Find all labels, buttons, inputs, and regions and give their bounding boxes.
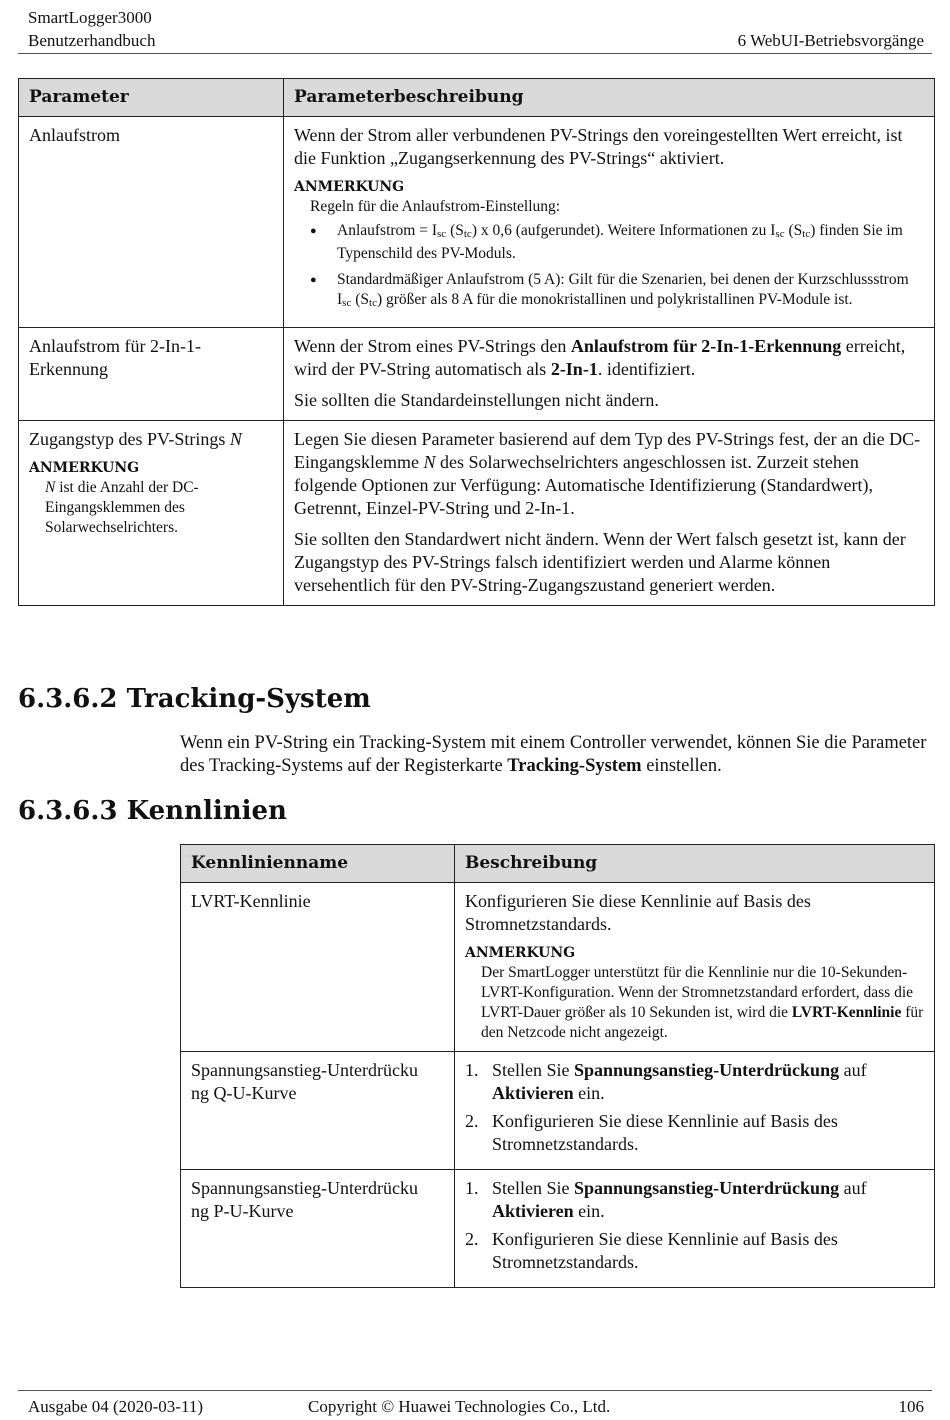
list-item: ● Anlaufstrom = $I_{sc}$ $(S_{tc})$ x 0,6 (aufgerundet). Weitere Informationen zu $I_{sc}$ $(S_{tc})$ finden Sie im Typenschild des PV-Moduls. xyxy=(310,221,924,264)
step-list xyxy=(465,1177,924,1274)
copyright-notice: Copyright © Huawei Technologies Co., Ltd. xyxy=(308,1397,611,1416)
description-text: Wenn der Strom eines PV-Strings den Anlaufstrom für 2-In-1-Erkennung erreicht, wird der PV-String automatisch als 2-In-1. identifiziert. xyxy=(294,336,906,379)
column-header-description: Beschreibung xyxy=(455,845,935,883)
note-label: ANMERKUNG xyxy=(465,945,576,961)
table-row xyxy=(19,328,935,421)
curve-description-cell xyxy=(455,1170,935,1288)
section-body-tracking-system: Wenn ein PV-String ein Tracking-System mit einem Controller verwendet, können Sie die Parameter des Tracking-Systems auf der Registerkarte Tracking-System einstellen. xyxy=(180,733,927,776)
curve-name-cell xyxy=(181,883,455,1052)
description-text: Sie sollten die Standardeinstellungen nicht ändern. xyxy=(294,390,659,410)
note-bullet-list xyxy=(294,221,924,313)
note-label: ANMERKUNG xyxy=(29,460,140,476)
section-heading-kennlinien: 6.3.6.3 Kennlinien xyxy=(18,796,287,826)
product-name: SmartLogger3000 xyxy=(28,8,152,27)
description-text: Wenn der Strom aller verbundenen PV-Strings den voreingestellten Wert erreicht, ist die Funktion „Zugangserkennung des PV-Strings“ aktiviert. xyxy=(294,125,903,168)
parameter-description-cell xyxy=(284,328,935,421)
curve-name: LVRT-Kennlinie xyxy=(191,891,311,911)
curve-name: Spannungsanstieg-Unterdrücku ng P-U-Kurve xyxy=(191,1178,418,1221)
parameter-description-cell xyxy=(284,117,935,328)
edition-info: Ausgabe 04 (2020-03-11) xyxy=(28,1397,203,1416)
list-item: 2. Konfigurieren Sie diese Kennlinie auf Basis des Stromnetzstandards. xyxy=(465,1229,838,1272)
page-header-left xyxy=(28,6,155,52)
curve-name-cell xyxy=(181,1052,455,1170)
curve-description-cell xyxy=(455,1052,935,1170)
list-item: ● Standardmäßiger Anlaufstrom (5 A): Gilt für die Szenarien, bei denen der Kurzschlussstrom $I_{sc}$ $(S_{tc})$ größer als 8 A für die monokristallinen und polykristallinen PV-Module ist. xyxy=(310,270,924,313)
table-row xyxy=(181,1170,935,1288)
parameter-name-cell xyxy=(19,117,284,328)
table-header-row xyxy=(19,79,935,117)
curve-description-cell xyxy=(455,883,935,1052)
curves-table xyxy=(180,844,935,1288)
table-header-row xyxy=(181,845,935,883)
description-text: Konfigurieren Sie diese Kennlinie auf Basis des Stromnetzstandards. xyxy=(465,891,811,934)
table-row xyxy=(19,117,935,328)
parameter-description-cell xyxy=(284,421,935,606)
list-item: 2. Konfigurieren Sie diese Kennlinie auf Basis des Stromnetzstandards. xyxy=(465,1111,838,1154)
header-divider xyxy=(18,53,932,54)
table-row xyxy=(181,1052,935,1170)
parameter-table xyxy=(18,78,935,606)
description-text: Sie sollten den Standardwert nicht ändern. Wenn der Wert falsch gesetzt ist, kann der Zugangstyp des PV-Strings falsch identifiziert werden und Alarme können versehentlich für den PV-String-Zugangszustand generiert werden. xyxy=(294,529,906,595)
section-heading-tracking-system: 6.3.6.2 Tracking-System xyxy=(18,684,371,714)
parameter-name-cell xyxy=(19,328,284,421)
page-number: 106 xyxy=(898,1397,924,1416)
document-type: Benutzerhandbuch xyxy=(28,31,156,50)
note-text: N ist die Anzahl der DC-Eingangsklemmen des Solarwechselrichters. xyxy=(45,479,199,536)
footer-divider xyxy=(18,1390,932,1391)
list-item: 1. Stellen Sie Spannungsanstieg-Unterdrückung auf Aktivieren ein. xyxy=(465,1178,867,1221)
parameter-name: Anlaufstrom xyxy=(29,125,120,145)
column-header-parameter: Parameter xyxy=(19,79,284,117)
list-item: 1. Stellen Sie Spannungsanstieg-Unterdrückung auf Aktivieren ein. xyxy=(465,1060,867,1103)
step-list xyxy=(465,1059,924,1156)
note-label: ANMERKUNG xyxy=(294,179,405,195)
parameter-name-cell xyxy=(19,421,284,606)
parameter-name: Zugangstyp des PV-Strings N xyxy=(29,429,242,449)
parameter-name: Anlaufstrom für 2-In-1-Erkennung xyxy=(29,336,201,379)
note-intro: Regeln für die Anlaufstrom-Einstellung: xyxy=(310,198,561,215)
curve-name-cell xyxy=(181,1170,455,1288)
column-header-curve-name: Kennlinienname xyxy=(181,845,455,883)
description-text: Legen Sie diesen Parameter basierend auf dem Typ des PV-Strings fest, der an die DC-Eingangsklemme N des Solarwechselrichters angeschlossen ist. Zurzeit stehen folgende Optionen zur Verfügung: Automatische Identifizierung (Standardwert), Getrennt, Einzel-PV-String und 2-In-1. xyxy=(294,429,921,518)
column-header-description: Parameterbeschreibung xyxy=(284,79,935,117)
chapter-title: 6 WebUI-Betriebsvorgänge xyxy=(737,31,924,50)
table-row xyxy=(181,883,935,1052)
note-text: Der SmartLogger unterstützt für die Kennlinie nur die 10-Sekunden-LVRT-Konfiguration. Wenn der Stromnetzstandard erfordert, dass die LVRT-Dauer größer als 10 Sekunden ist, wird die LVRT-Kennlinie für den Netzcode nicht angezeigt. xyxy=(481,964,924,1041)
curve-name: Spannungsanstieg-Unterdrücku ng Q-U-Kurve xyxy=(191,1060,418,1103)
table-row xyxy=(19,421,935,606)
